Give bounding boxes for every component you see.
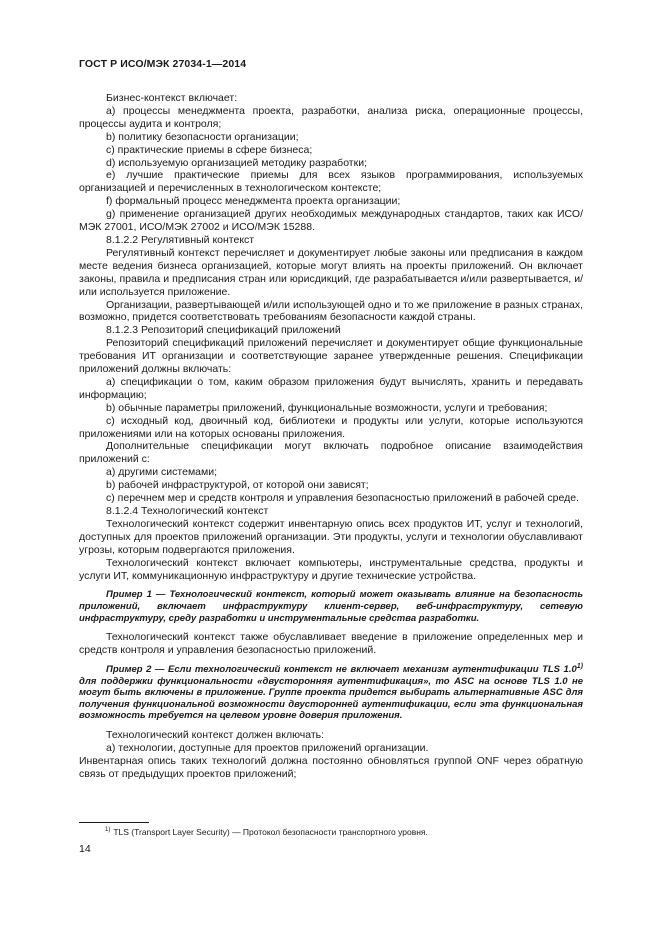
list-item: g) применение организацией других необходимых международных стандартов, таких как ИСО/МЭК 27001, ИСО/МЭК 27002 и ИСО/МЭК 15288. bbox=[79, 208, 583, 234]
footnote bbox=[105, 827, 428, 837]
paragraph: Технологический контекст содержит инвентарную опись всех продуктов ИТ, услуг и технологий, доступных для проектов приложений организации. Эти продукты, услуги и технологии обуславливают угрозы, которым подвергаются приложения. bbox=[79, 517, 583, 556]
example-2-start: Пример 2 — Если технологический контекст не включает механизм аутентификации TLS 1.0 bbox=[106, 664, 577, 676]
paragraph: Репозиторий спецификаций приложений перечисляет и документирует общие функциональные требования ИТ организации и соответствующие заранее утвержденные решения. Спецификации приложений должны включать: bbox=[79, 337, 583, 376]
example-2 bbox=[79, 664, 583, 722]
section-heading: 8.1.2.2 Регулятивный контекст bbox=[106, 233, 255, 246]
paragraph: Регулятивный контекст перечисляет и документирует любые законы или предписания в каждом месте ведения бизнеса организацией, которые могут влиять на проекты приложений. Он включает законы, правила и предписания стран или юрисдикций, где разрабатывается и/или развертывается, и/или используется приложение. bbox=[79, 246, 583, 298]
footnote-divider bbox=[79, 822, 149, 823]
paragraph: Технологический контекст включает компьютеры, инструментальные средства, продукты и услуги ИТ, коммуникационную инфраструктуру и другие технические устройства. bbox=[79, 556, 583, 582]
standard-header: ГОСТ Р ИСО/МЭК 27034-1—2014 bbox=[79, 58, 247, 70]
list-item: b) обычные параметры приложений, функциональные возможности, услуги и требования; bbox=[106, 401, 548, 414]
list-item: a) другими системами; bbox=[106, 466, 218, 479]
paragraph: Организации, развертывающей и/или использующей одно и то же приложение в разных странах, возможно, придется соответствовать требованиям безопасности каждой страны. bbox=[79, 298, 583, 324]
page-number: 14 bbox=[79, 843, 91, 855]
list-item: b) рабочей инфраструктурой, от которой они зависят; bbox=[106, 479, 369, 492]
example-1: Пример 1 — Технологический контекст, который может оказывать влияние на безопасность приложений, включает инфраструктуру клиент-сервер, веб-инфраструктуру, сетевую инфраструктуру, среду разработки и инструментальные средства разработки. bbox=[79, 589, 583, 624]
paragraph: Технологический контекст также обуславливает введение в приложение определенных мер и средств контроля и управления безопасностью приложений. bbox=[79, 631, 583, 657]
section-heading: 8.1.2.4 Технологический контекст bbox=[106, 505, 269, 517]
example-2-rest: для поддержки функциональности «двусторонняя аутентификация», то ASC на основе TLS 1.0 не могут быть включены в приложение. Группе проекта придется выбирать альтернативные ASC для получения функциональной возможности двусторонней аутентификации, если эта функциональная возможность требуется на целевом уровне доверия приложения. bbox=[79, 675, 583, 722]
paragraph: Технологический контекст должен включать: bbox=[106, 729, 325, 741]
list-item: f) формальный процесс менеджмента проекта организации; bbox=[106, 195, 401, 208]
paragraph: Дополнительные спецификации могут включать подробное описание взаимодействия приложений с: bbox=[79, 440, 583, 466]
list-item: a) процессы менеджмента проекта, разработки, анализа риска, операционные процессы, процессы аудита и контроля; bbox=[79, 104, 583, 130]
list-item: c) перечнем мер и средств контроля и управления безопасностью приложений в рабочей среде. bbox=[106, 492, 579, 505]
section-heading: 8.1.2.3 Репозиторий спецификаций приложений bbox=[106, 324, 341, 337]
list-item: e) лучшие практические приемы для всех языков программирования, используемых организацией и перечисленных в технологическом контексте; bbox=[79, 169, 583, 195]
list-item: a) спецификации о том, каким образом приложения будут вычислять, хранить и передавать информацию; bbox=[79, 375, 583, 401]
list-item: c) исходный код, двоичный код, библиотеки и продукты или услуги, которые используются приложениями или на которых основаны приложения. bbox=[79, 414, 583, 440]
page-body bbox=[79, 92, 583, 781]
list-item: c) практические приемы в сфере бизнеса; bbox=[106, 143, 313, 156]
list-item: b) политику безопасности организации; bbox=[106, 130, 299, 143]
paragraph: Инвентарная опись таких технологий должна постоянно обновляться группой ONF через обратную связь от предыдущих проектов приложений; bbox=[79, 754, 583, 780]
footnote-text: TLS (Transport Layer Security) — Протокол безопасности транспортного уровня. bbox=[113, 827, 428, 837]
list-item: d) используемую организацией методику разработки; bbox=[106, 156, 367, 169]
list-item: a) технологии, доступные для проектов приложений организации. bbox=[106, 741, 429, 754]
footnote-marker: 1) bbox=[105, 827, 111, 834]
footnote-reference: 1) bbox=[576, 662, 583, 670]
paragraph: Бизнес-контекст включает: bbox=[106, 92, 238, 104]
